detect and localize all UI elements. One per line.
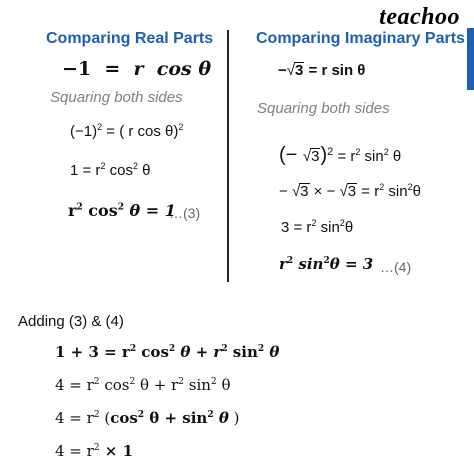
column-divider	[227, 30, 229, 282]
sum-line-3: $4 = r^2$ ($\cos^2$ $\theta + \sin^2 \theta$ )	[55, 409, 240, 427]
teachoo-logo: teachoo	[379, 4, 460, 30]
right-eq2: (− $√3)^2 = r^2$ $\sin^2 \theta$	[279, 144, 402, 166]
left-eq4: $r^2$ $\cos^2 \theta = 1$	[68, 201, 176, 220]
right-heading: Comparing Imaginary Parts	[256, 30, 465, 47]
sum-line-4: $4 = r^2 \times 1$	[55, 442, 134, 460]
right-eq3: − √3 × − $√3 = r^2$ $\sin^2\theta$	[279, 182, 421, 200]
sum-line-1: $1 + 3 = r^2$ $\cos^2 \theta + r^2$ $\sin^2 \theta$	[55, 343, 280, 361]
right-note: Squaring both sides	[257, 100, 390, 117]
left-ref-3: …(3)	[169, 205, 201, 221]
sum-line-2: $4 = r^2$ $\cos^2 \theta + r^2$ $\sin^2 \theta$	[55, 376, 231, 394]
right-ref-4: …(4)	[380, 259, 412, 275]
left-eq1: −1 = r cos θ	[62, 58, 212, 80]
accent-band	[467, 28, 474, 90]
left-eq2: $(-1)^2$ = ( r cos θ)$^2$	[70, 122, 184, 140]
left-note: Squaring both sides	[50, 89, 183, 106]
right-eq1: −√3 = r sin θ	[278, 62, 366, 79]
left-eq3: $1 = r^2$ $\cos^2 \theta$	[70, 161, 151, 179]
right-eq5: $r^2$ $\sin^2\theta = 3$	[279, 255, 374, 273]
adding-intro: Adding (3) & (4)	[18, 313, 124, 330]
left-heading: Comparing Real Parts	[46, 30, 214, 47]
right-eq4: $3 = r^2$ $\sin^2\theta$	[281, 218, 354, 236]
